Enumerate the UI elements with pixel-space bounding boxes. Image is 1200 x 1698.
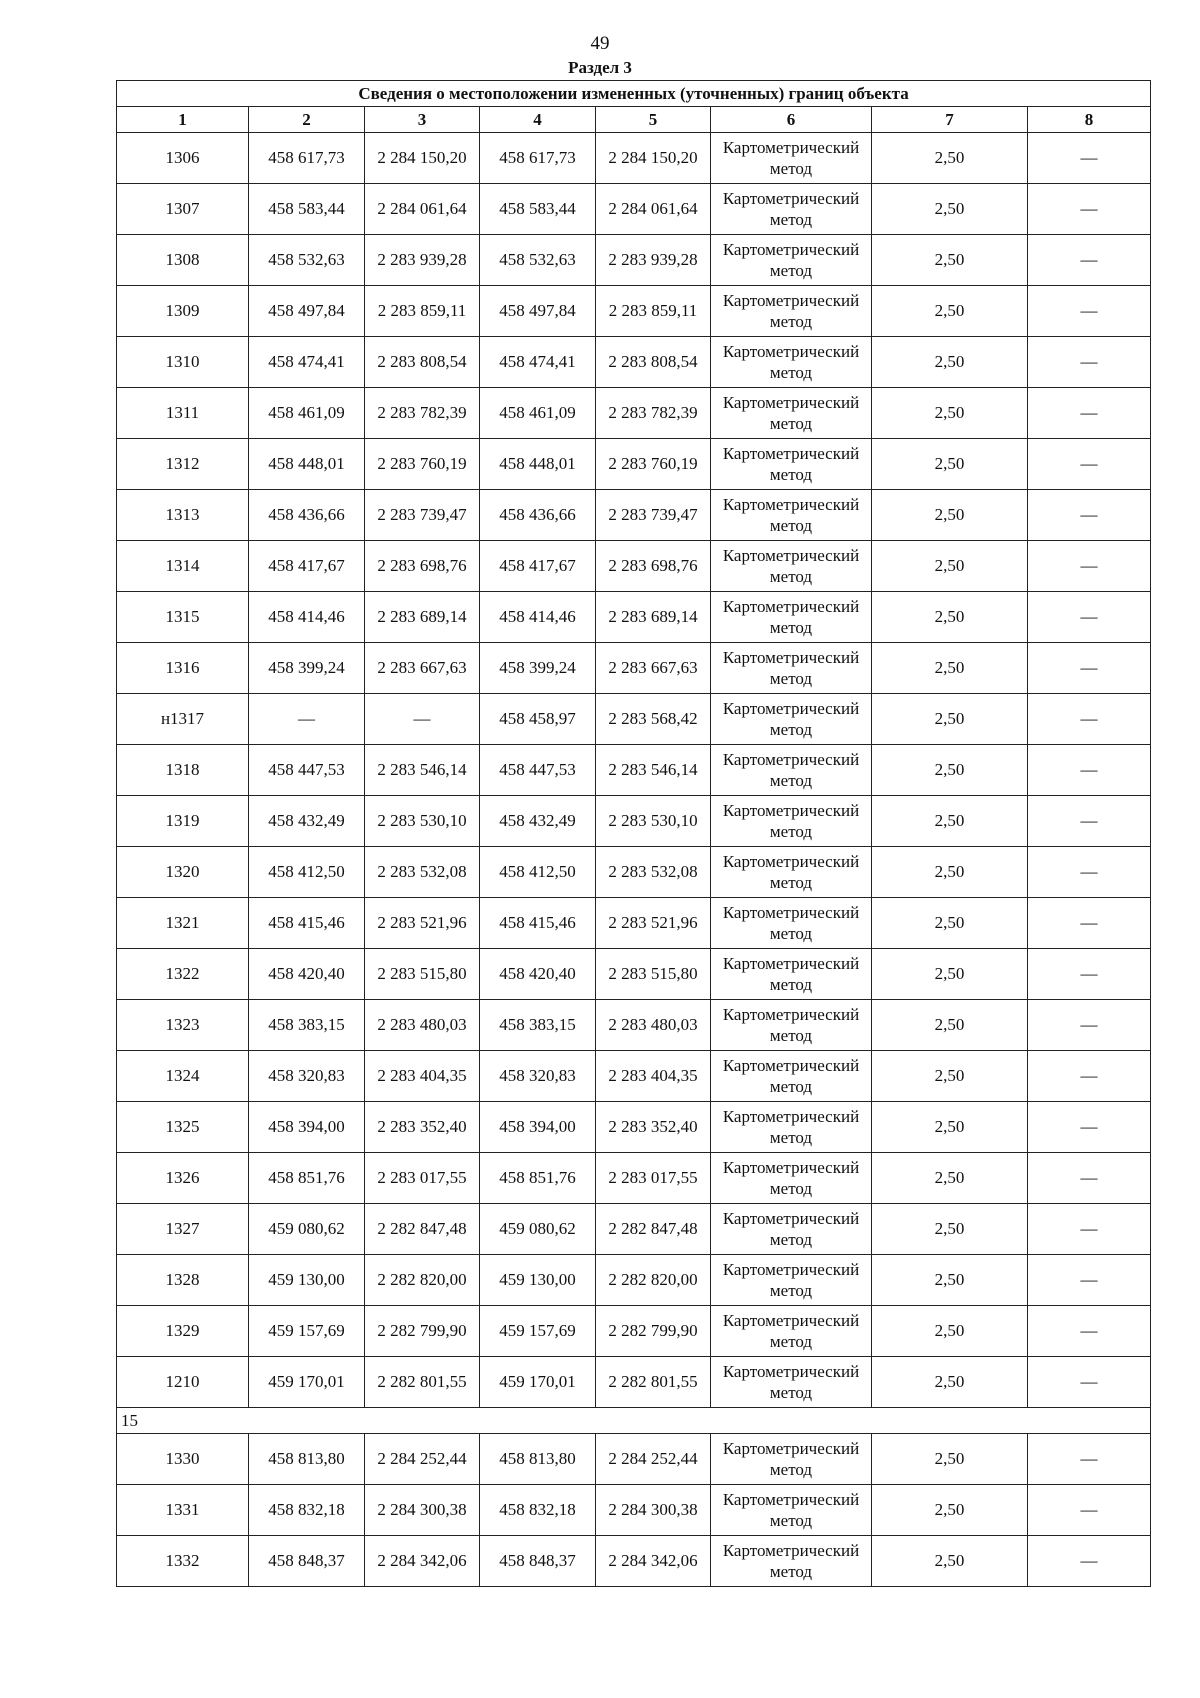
table-body (117, 133, 1151, 1587)
cell-col-8: — (1028, 1536, 1151, 1587)
table-row (117, 1485, 1151, 1536)
cell-col-4: 458 415,46 (480, 898, 596, 949)
cell-col-6: Картометрический метод (711, 1051, 872, 1102)
cell-col-7: 2,50 (872, 1000, 1028, 1051)
cell-col-8: — (1028, 643, 1151, 694)
cell-col-3: — (365, 694, 480, 745)
cell-col-6: Картометрический метод (711, 1536, 872, 1587)
cell-col-4: 458 848,37 (480, 1536, 596, 1587)
cell-col-4: 458 399,24 (480, 643, 596, 694)
cell-col-6: Картометрический метод (711, 1357, 872, 1408)
cell-col-3: 2 283 782,39 (365, 388, 480, 439)
cell-col-3: 2 282 820,00 (365, 1255, 480, 1306)
cell-col-7: 2,50 (872, 694, 1028, 745)
cell-col-1: 1323 (117, 1000, 249, 1051)
cell-col-8: — (1028, 1434, 1151, 1485)
cell-col-3: 2 283 515,80 (365, 949, 480, 1000)
table-title: Сведения о местоположении измененных (уточненных) границ объекта (117, 81, 1151, 107)
boundary-table (116, 80, 1151, 1587)
cell-col-2: 459 130,00 (249, 1255, 365, 1306)
cell-col-2: 459 080,62 (249, 1204, 365, 1255)
cell-col-4: 458 458,97 (480, 694, 596, 745)
cell-col-7: 2,50 (872, 1153, 1028, 1204)
cell-col-6: Картометрический метод (711, 949, 872, 1000)
cell-col-7: 2,50 (872, 1204, 1028, 1255)
cell-col-6: Картометрический метод (711, 1000, 872, 1051)
section-title: Раздел 3 (568, 58, 632, 77)
cell-col-3: 2 283 698,76 (365, 541, 480, 592)
cell-col-8: — (1028, 1051, 1151, 1102)
cell-col-5: 2 282 820,00 (596, 1255, 711, 1306)
table-row (117, 796, 1151, 847)
cell-col-5: 2 282 799,90 (596, 1306, 711, 1357)
cell-col-6: Картометрический метод (711, 541, 872, 592)
cell-col-7: 2,50 (872, 1255, 1028, 1306)
cell-col-1: 1309 (117, 286, 249, 337)
cell-col-6: Картометрический метод (711, 694, 872, 745)
cell-col-4: 458 832,18 (480, 1485, 596, 1536)
cell-col-1: 1328 (117, 1255, 249, 1306)
cell-col-3: 2 283 532,08 (365, 847, 480, 898)
cell-col-3: 2 283 939,28 (365, 235, 480, 286)
cell-col-3: 2 283 017,55 (365, 1153, 480, 1204)
cell-col-2: 458 583,44 (249, 184, 365, 235)
cell-col-6: Картометрический метод (711, 796, 872, 847)
cell-col-6: Картометрический метод (711, 1102, 872, 1153)
cell-col-7: 2,50 (872, 388, 1028, 439)
cell-col-2: 458 474,41 (249, 337, 365, 388)
cell-col-1: 1322 (117, 949, 249, 1000)
cell-col-3: 2 283 521,96 (365, 898, 480, 949)
cell-col-6: Картометрический метод (711, 898, 872, 949)
cell-col-2: 458 432,49 (249, 796, 365, 847)
column-header-row (117, 107, 1151, 133)
cell-col-1: 1332 (117, 1536, 249, 1587)
cell-col-7: 2,50 (872, 1306, 1028, 1357)
cell-col-7: 2,50 (872, 745, 1028, 796)
column-header-2: 2 (249, 107, 365, 133)
table-row (117, 1153, 1151, 1204)
cell-col-4: 458 412,50 (480, 847, 596, 898)
cell-col-1: 1329 (117, 1306, 249, 1357)
cell-col-1: 1327 (117, 1204, 249, 1255)
cell-col-6: Картометрический метод (711, 1204, 872, 1255)
cell-col-4: 458 447,53 (480, 745, 596, 796)
cell-col-6: Картометрический метод (711, 1255, 872, 1306)
cell-col-8: — (1028, 1485, 1151, 1536)
cell-col-4: 459 170,01 (480, 1357, 596, 1408)
cell-col-3: 2 284 061,64 (365, 184, 480, 235)
cell-col-7: 2,50 (872, 490, 1028, 541)
cell-col-3: 2 283 859,11 (365, 286, 480, 337)
cell-col-1: 1312 (117, 439, 249, 490)
table-row (117, 1357, 1151, 1408)
cell-col-2: 458 461,09 (249, 388, 365, 439)
cell-col-1: 1307 (117, 184, 249, 235)
cell-col-3: 2 282 799,90 (365, 1306, 480, 1357)
cell-col-5: 2 282 847,48 (596, 1204, 711, 1255)
table-row (117, 1536, 1151, 1587)
table-row (117, 1000, 1151, 1051)
cell-col-8: — (1028, 388, 1151, 439)
cell-col-8: — (1028, 235, 1151, 286)
table-row (117, 337, 1151, 388)
cell-col-1: 1310 (117, 337, 249, 388)
cell-col-5: 2 283 689,14 (596, 592, 711, 643)
cell-col-7: 2,50 (872, 1357, 1028, 1408)
cell-col-3: 2 283 739,47 (365, 490, 480, 541)
cell-col-7: 2,50 (872, 541, 1028, 592)
cell-col-1: 1316 (117, 643, 249, 694)
cell-col-7: 2,50 (872, 796, 1028, 847)
cell-col-6: Картометрический метод (711, 337, 872, 388)
cell-col-2: 459 157,69 (249, 1306, 365, 1357)
cell-col-7: 2,50 (872, 133, 1028, 184)
cell-col-6: Картометрический метод (711, 388, 872, 439)
cell-col-1: 1306 (117, 133, 249, 184)
cell-col-3: 2 283 667,63 (365, 643, 480, 694)
cell-col-7: 2,50 (872, 592, 1028, 643)
cell-col-1: 1326 (117, 1153, 249, 1204)
cell-col-7: 2,50 (872, 949, 1028, 1000)
cell-col-5: 2 282 801,55 (596, 1357, 711, 1408)
cell-col-3: 2 284 252,44 (365, 1434, 480, 1485)
cell-col-8: — (1028, 337, 1151, 388)
cell-col-4: 458 417,67 (480, 541, 596, 592)
cell-col-4: 458 414,46 (480, 592, 596, 643)
cell-col-4: 458 394,00 (480, 1102, 596, 1153)
table-row (117, 745, 1151, 796)
cell-col-5: 2 283 515,80 (596, 949, 711, 1000)
table-row (117, 1102, 1151, 1153)
cell-col-2: 458 532,63 (249, 235, 365, 286)
cell-col-6: Картометрический метод (711, 133, 872, 184)
cell-col-5: 2 284 150,20 (596, 133, 711, 184)
cell-col-2: 459 170,01 (249, 1357, 365, 1408)
cell-col-6: Картометрический метод (711, 439, 872, 490)
cell-col-5: 2 283 667,63 (596, 643, 711, 694)
cell-col-5: 2 283 404,35 (596, 1051, 711, 1102)
cell-col-5: 2 284 342,06 (596, 1536, 711, 1587)
table-row (117, 694, 1151, 745)
cell-col-4: 458 497,84 (480, 286, 596, 337)
cell-col-2: 458 497,84 (249, 286, 365, 337)
cell-col-1: 1210 (117, 1357, 249, 1408)
cell-col-7: 2,50 (872, 337, 1028, 388)
table-row (117, 1306, 1151, 1357)
cell-col-8: — (1028, 286, 1151, 337)
cell-col-3: 2 283 760,19 (365, 439, 480, 490)
cell-col-8: — (1028, 1255, 1151, 1306)
cell-col-7: 2,50 (872, 286, 1028, 337)
cell-col-8: — (1028, 184, 1151, 235)
cell-col-5: 2 283 017,55 (596, 1153, 711, 1204)
cell-col-5: 2 283 808,54 (596, 337, 711, 388)
table-row (117, 286, 1151, 337)
table-row (117, 592, 1151, 643)
cell-col-6: Картометрический метод (711, 847, 872, 898)
cell-col-1: 1319 (117, 796, 249, 847)
cell-col-6: Картометрический метод (711, 184, 872, 235)
column-header-4: 4 (480, 107, 596, 133)
cell-col-6: Картометрический метод (711, 286, 872, 337)
cell-col-6: Картометрический метод (711, 490, 872, 541)
group-label: 15 (117, 1408, 1151, 1434)
cell-col-3: 2 283 808,54 (365, 337, 480, 388)
cell-col-4: 458 532,63 (480, 235, 596, 286)
cell-col-4: 458 461,09 (480, 388, 596, 439)
cell-col-7: 2,50 (872, 1051, 1028, 1102)
column-header-1: 1 (117, 107, 249, 133)
cell-col-4: 459 080,62 (480, 1204, 596, 1255)
cell-col-7: 2,50 (872, 1102, 1028, 1153)
cell-col-8: — (1028, 796, 1151, 847)
cell-col-3: 2 282 801,55 (365, 1357, 480, 1408)
cell-col-5: 2 283 480,03 (596, 1000, 711, 1051)
cell-col-6: Картометрический метод (711, 1306, 872, 1357)
page-number: 49 (590, 33, 610, 54)
cell-col-7: 2,50 (872, 439, 1028, 490)
cell-col-1: н1317 (117, 694, 249, 745)
cell-col-5: 2 283 859,11 (596, 286, 711, 337)
cell-col-4: 458 420,40 (480, 949, 596, 1000)
cell-col-8: — (1028, 439, 1151, 490)
cell-col-5: 2 283 521,96 (596, 898, 711, 949)
table-row (117, 1255, 1151, 1306)
cell-col-8: — (1028, 1357, 1151, 1408)
column-header-8: 8 (1028, 107, 1151, 133)
cell-col-7: 2,50 (872, 643, 1028, 694)
cell-col-2: — (249, 694, 365, 745)
cell-col-2: 458 851,76 (249, 1153, 365, 1204)
cell-col-7: 2,50 (872, 898, 1028, 949)
cell-col-8: — (1028, 133, 1151, 184)
cell-col-5: 2 283 530,10 (596, 796, 711, 847)
cell-col-3: 2 284 342,06 (365, 1536, 480, 1587)
cell-col-4: 459 157,69 (480, 1306, 596, 1357)
cell-col-6: Картометрический метод (711, 235, 872, 286)
cell-col-1: 1308 (117, 235, 249, 286)
cell-col-1: 1324 (117, 1051, 249, 1102)
cell-col-8: — (1028, 847, 1151, 898)
cell-col-3: 2 282 847,48 (365, 1204, 480, 1255)
cell-col-8: — (1028, 1204, 1151, 1255)
cell-col-1: 1313 (117, 490, 249, 541)
cell-col-2: 458 417,67 (249, 541, 365, 592)
cell-col-5: 2 283 568,42 (596, 694, 711, 745)
table-row (117, 235, 1151, 286)
cell-col-1: 1315 (117, 592, 249, 643)
cell-col-7: 2,50 (872, 847, 1028, 898)
cell-col-5: 2 283 532,08 (596, 847, 711, 898)
cell-col-6: Картометрический метод (711, 1153, 872, 1204)
cell-col-5: 2 283 939,28 (596, 235, 711, 286)
cell-col-8: — (1028, 694, 1151, 745)
cell-col-8: — (1028, 1000, 1151, 1051)
cell-col-2: 458 415,46 (249, 898, 365, 949)
cell-col-8: — (1028, 541, 1151, 592)
group-row (117, 1408, 1151, 1434)
cell-col-8: — (1028, 898, 1151, 949)
column-header-6: 6 (711, 107, 872, 133)
cell-col-2: 458 414,46 (249, 592, 365, 643)
column-header-7: 7 (872, 107, 1028, 133)
table-row (117, 133, 1151, 184)
cell-col-5: 2 284 061,64 (596, 184, 711, 235)
cell-col-1: 1321 (117, 898, 249, 949)
cell-col-2: 458 848,37 (249, 1536, 365, 1587)
cell-col-1: 1330 (117, 1434, 249, 1485)
cell-col-7: 2,50 (872, 1485, 1028, 1536)
cell-col-7: 2,50 (872, 184, 1028, 235)
column-header-5: 5 (596, 107, 711, 133)
table-row (117, 541, 1151, 592)
cell-col-6: Картометрический метод (711, 745, 872, 796)
cell-col-2: 458 412,50 (249, 847, 365, 898)
table-row (117, 490, 1151, 541)
cell-col-1: 1320 (117, 847, 249, 898)
cell-col-6: Картометрический метод (711, 592, 872, 643)
table-row (117, 439, 1151, 490)
cell-col-3: 2 283 689,14 (365, 592, 480, 643)
table-row (117, 1051, 1151, 1102)
cell-col-8: — (1028, 1102, 1151, 1153)
cell-col-3: 2 283 480,03 (365, 1000, 480, 1051)
cell-col-7: 2,50 (872, 1536, 1028, 1587)
cell-col-4: 458 320,83 (480, 1051, 596, 1102)
table-row (117, 898, 1151, 949)
cell-col-4: 458 432,49 (480, 796, 596, 847)
cell-col-5: 2 283 739,47 (596, 490, 711, 541)
cell-col-8: — (1028, 1153, 1151, 1204)
cell-col-4: 458 383,15 (480, 1000, 596, 1051)
cell-col-4: 458 474,41 (480, 337, 596, 388)
cell-col-2: 458 617,73 (249, 133, 365, 184)
cell-col-1: 1318 (117, 745, 249, 796)
cell-col-5: 2 284 252,44 (596, 1434, 711, 1485)
cell-col-5: 2 283 760,19 (596, 439, 711, 490)
cell-col-4: 458 436,66 (480, 490, 596, 541)
cell-col-3: 2 284 150,20 (365, 133, 480, 184)
cell-col-4: 458 617,73 (480, 133, 596, 184)
cell-col-4: 458 813,80 (480, 1434, 596, 1485)
cell-col-8: — (1028, 949, 1151, 1000)
cell-col-3: 2 284 300,38 (365, 1485, 480, 1536)
table-row (117, 1434, 1151, 1485)
table-row (117, 643, 1151, 694)
cell-col-4: 458 448,01 (480, 439, 596, 490)
cell-col-4: 459 130,00 (480, 1255, 596, 1306)
cell-col-6: Картометрический метод (711, 643, 872, 694)
table-row (117, 1204, 1151, 1255)
cell-col-2: 458 436,66 (249, 490, 365, 541)
cell-col-2: 458 420,40 (249, 949, 365, 1000)
cell-col-4: 458 851,76 (480, 1153, 596, 1204)
table-row (117, 184, 1151, 235)
cell-col-1: 1311 (117, 388, 249, 439)
cell-col-6: Картометрический метод (711, 1434, 872, 1485)
cell-col-3: 2 283 352,40 (365, 1102, 480, 1153)
cell-col-5: 2 284 300,38 (596, 1485, 711, 1536)
cell-col-2: 458 394,00 (249, 1102, 365, 1153)
cell-col-5: 2 283 546,14 (596, 745, 711, 796)
cell-col-5: 2 283 698,76 (596, 541, 711, 592)
cell-col-2: 458 447,53 (249, 745, 365, 796)
table-row (117, 949, 1151, 1000)
cell-col-8: — (1028, 592, 1151, 643)
cell-col-3: 2 283 546,14 (365, 745, 480, 796)
cell-col-1: 1325 (117, 1102, 249, 1153)
cell-col-1: 1314 (117, 541, 249, 592)
cell-col-2: 458 832,18 (249, 1485, 365, 1536)
cell-col-2: 458 320,83 (249, 1051, 365, 1102)
cell-col-8: — (1028, 1306, 1151, 1357)
cell-col-8: — (1028, 745, 1151, 796)
cell-col-2: 458 383,15 (249, 1000, 365, 1051)
cell-col-8: — (1028, 490, 1151, 541)
table-row (117, 847, 1151, 898)
cell-col-4: 458 583,44 (480, 184, 596, 235)
column-header-3: 3 (365, 107, 480, 133)
cell-col-2: 458 448,01 (249, 439, 365, 490)
cell-col-5: 2 283 352,40 (596, 1102, 711, 1153)
table-row (117, 388, 1151, 439)
cell-col-5: 2 283 782,39 (596, 388, 711, 439)
cell-col-1: 1331 (117, 1485, 249, 1536)
cell-col-6: Картометрический метод (711, 1485, 872, 1536)
cell-col-7: 2,50 (872, 1434, 1028, 1485)
cell-col-7: 2,50 (872, 235, 1028, 286)
cell-col-3: 2 283 530,10 (365, 796, 480, 847)
cell-col-2: 458 813,80 (249, 1434, 365, 1485)
cell-col-3: 2 283 404,35 (365, 1051, 480, 1102)
cell-col-2: 458 399,24 (249, 643, 365, 694)
